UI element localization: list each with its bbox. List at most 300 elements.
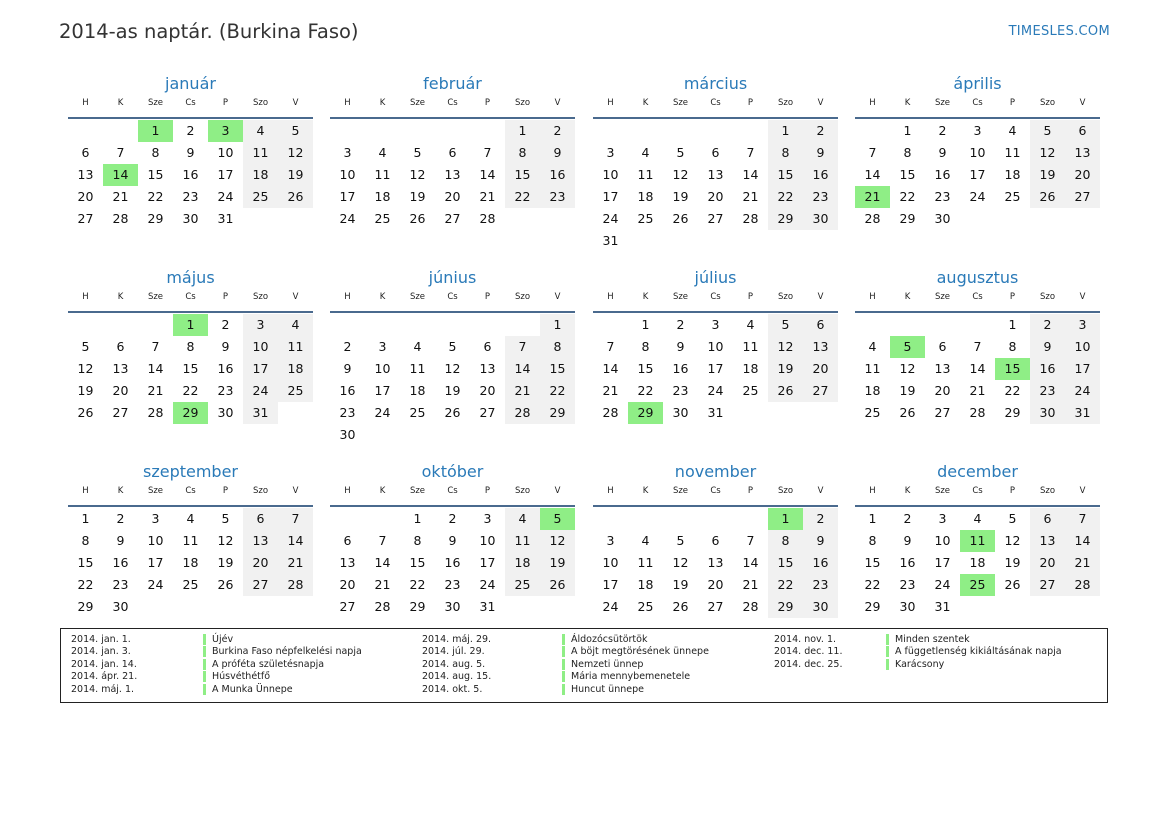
day-cell: 26 bbox=[444, 405, 461, 420]
month-2 bbox=[330, 74, 575, 254]
day-cell: 8 bbox=[81, 533, 90, 548]
weekday-label: Sze bbox=[934, 486, 951, 496]
day-cell: 22 bbox=[182, 383, 199, 398]
weekday-label: P bbox=[747, 486, 754, 496]
brand-link[interactable]: TIMESLES.COM bbox=[1008, 24, 1110, 39]
day-cell: 1 bbox=[1008, 317, 1017, 332]
day-cell: 15 bbox=[637, 361, 654, 376]
day-cell: 13 bbox=[444, 167, 461, 182]
weekday-label: V bbox=[292, 486, 299, 496]
day-cell: 28 bbox=[374, 599, 391, 614]
day-cell: 7 bbox=[116, 145, 125, 160]
legend-date: 2014. okt. 5. bbox=[422, 683, 483, 695]
weekday-label: Cs bbox=[447, 98, 458, 108]
legend-holiday-name: Burkina Faso népfelkelési napja bbox=[203, 646, 362, 657]
day-cell: 16 bbox=[803, 552, 838, 574]
day-cell: 10 bbox=[479, 533, 496, 548]
day-cell: 19 bbox=[540, 552, 575, 574]
day-cell: 29 bbox=[147, 211, 164, 226]
day-cell: 21 bbox=[1065, 552, 1100, 574]
day-cell: 30 bbox=[934, 211, 951, 226]
day-cell: 25 bbox=[1004, 189, 1021, 204]
day-cell: 6 bbox=[1065, 120, 1100, 142]
day-cell: 12 bbox=[278, 142, 313, 164]
day-cell: 6 bbox=[448, 145, 457, 160]
weekday-label: Szo bbox=[1039, 98, 1056, 108]
day-cell: 17 bbox=[707, 361, 724, 376]
legend-holiday-name: Mária mennybemenetele bbox=[562, 671, 690, 682]
day-cell: 16 bbox=[182, 167, 199, 182]
day-cell: 3 bbox=[151, 511, 160, 526]
day-cell: 12 bbox=[217, 533, 234, 548]
day-cell: 11 bbox=[1004, 145, 1021, 160]
day-cell: 20 bbox=[112, 383, 129, 398]
day-cell: 21 bbox=[505, 380, 540, 402]
day-cell: 13 bbox=[803, 336, 838, 358]
holiday-day-cell: 29 bbox=[173, 402, 208, 424]
month-6 bbox=[330, 268, 575, 448]
day-cell: 30 bbox=[217, 405, 234, 420]
weekday-label: Szo bbox=[1039, 486, 1056, 496]
day-cell: 10 bbox=[602, 167, 619, 182]
day-cell: 24 bbox=[339, 211, 356, 226]
weekday-label: Cs bbox=[710, 292, 721, 302]
day-cell: 2 bbox=[186, 123, 195, 138]
weekday-label: P bbox=[484, 98, 491, 108]
weekday-label: H bbox=[869, 292, 876, 302]
weekday-label: P bbox=[222, 98, 229, 108]
weekday-label: K bbox=[642, 486, 649, 496]
day-cell: 15 bbox=[147, 167, 164, 182]
day-cell: 15 bbox=[899, 167, 916, 182]
day-cell: 24 bbox=[707, 383, 724, 398]
day-cell: 20 bbox=[934, 383, 951, 398]
day-cell: 17 bbox=[602, 189, 619, 204]
holiday-day-cell: 21 bbox=[855, 186, 890, 208]
day-cell: 8 bbox=[768, 142, 803, 164]
day-cell: 8 bbox=[540, 336, 575, 358]
month-title: augusztus bbox=[936, 268, 1019, 287]
day-cell: 18 bbox=[182, 555, 199, 570]
header-rule bbox=[855, 117, 1100, 119]
day-cell: 23 bbox=[112, 577, 129, 592]
day-cell: 29 bbox=[540, 402, 575, 424]
day-cell: 21 bbox=[147, 383, 164, 398]
day-cell: 28 bbox=[864, 211, 881, 226]
day-cell: 4 bbox=[1008, 123, 1017, 138]
day-cell: 4 bbox=[413, 339, 422, 354]
day-cell: 27 bbox=[707, 211, 724, 226]
day-cell: 9 bbox=[903, 533, 912, 548]
month-title: szeptember bbox=[142, 462, 238, 481]
weekday-label: P bbox=[222, 486, 229, 496]
header-rule bbox=[330, 311, 575, 313]
weekday-label: Sze bbox=[672, 292, 689, 302]
month-9 bbox=[68, 462, 313, 642]
day-cell: 2 bbox=[116, 511, 125, 526]
legend-date: 2014. dec. 11. bbox=[774, 646, 843, 658]
weekday-label: Cs bbox=[185, 486, 196, 496]
day-cell: 3 bbox=[483, 511, 492, 526]
weekday-label: H bbox=[607, 98, 614, 108]
day-cell: 30 bbox=[339, 427, 356, 442]
day-cell: 19 bbox=[217, 555, 234, 570]
day-cell: 25 bbox=[637, 211, 654, 226]
day-cell: 12 bbox=[540, 530, 575, 552]
day-cell: 23 bbox=[217, 383, 234, 398]
day-cell: 9 bbox=[938, 145, 947, 160]
day-cell: 31 bbox=[243, 402, 278, 424]
day-cell: 24 bbox=[969, 189, 986, 204]
day-cell: 13 bbox=[707, 167, 724, 182]
holiday-legend bbox=[60, 628, 1108, 703]
day-cell: 8 bbox=[151, 145, 160, 160]
day-cell: 4 bbox=[868, 339, 877, 354]
day-cell: 16 bbox=[672, 361, 689, 376]
day-cell: 2 bbox=[803, 120, 838, 142]
day-cell: 2 bbox=[803, 508, 838, 530]
day-cell: 8 bbox=[768, 530, 803, 552]
day-cell: 8 bbox=[1008, 339, 1017, 354]
holiday-day-cell: 1 bbox=[173, 314, 208, 336]
day-cell: 27 bbox=[479, 405, 496, 420]
day-cell: 10 bbox=[969, 145, 986, 160]
month-title: július bbox=[694, 268, 737, 287]
day-cell: 28 bbox=[278, 574, 313, 596]
day-cell: 1 bbox=[903, 123, 912, 138]
day-cell: 12 bbox=[409, 167, 426, 182]
legend-holiday-name: Minden szentek bbox=[886, 634, 970, 645]
day-cell: 30 bbox=[899, 599, 916, 614]
day-cell: 5 bbox=[1030, 120, 1065, 142]
day-cell: 25 bbox=[864, 405, 881, 420]
day-cell: 14 bbox=[505, 358, 540, 380]
month-title: december bbox=[937, 462, 1018, 481]
weekday-header bbox=[68, 292, 313, 306]
day-cell: 23 bbox=[803, 186, 838, 208]
legend-date: 2014. máj. 29. bbox=[422, 634, 492, 645]
day-cell: 18 bbox=[637, 189, 654, 204]
day-cell: 13 bbox=[479, 361, 496, 376]
day-cell: 24 bbox=[374, 405, 391, 420]
day-cell: 4 bbox=[641, 145, 650, 160]
day-cell: 27 bbox=[77, 211, 94, 226]
day-cell: 10 bbox=[339, 167, 356, 182]
day-cell: 6 bbox=[711, 145, 720, 160]
weekday-header bbox=[330, 98, 575, 112]
day-cell: 9 bbox=[186, 145, 195, 160]
legend-holiday-name: Nemzeti ünnep bbox=[562, 659, 643, 670]
day-cell: 9 bbox=[803, 530, 838, 552]
holiday-day-cell: 29 bbox=[628, 402, 663, 424]
day-cell: 2 bbox=[540, 120, 575, 142]
day-cell: 9 bbox=[1030, 336, 1065, 358]
day-cell: 13 bbox=[707, 555, 724, 570]
day-cell: 21 bbox=[278, 552, 313, 574]
day-cell: 1 bbox=[81, 511, 90, 526]
weekday-label: Szo bbox=[252, 292, 269, 302]
day-cell: 6 bbox=[243, 508, 278, 530]
weekday-label: H bbox=[607, 486, 614, 496]
weekday-label: H bbox=[82, 98, 89, 108]
weekday-label: H bbox=[869, 98, 876, 108]
weekday-label: P bbox=[1009, 486, 1016, 496]
day-cell: 28 bbox=[479, 211, 496, 226]
day-cell: 7 bbox=[505, 336, 540, 358]
day-cell: 10 bbox=[243, 336, 278, 358]
day-cell: 14 bbox=[479, 167, 496, 182]
weekday-label: Sze bbox=[672, 486, 689, 496]
weekday-header bbox=[330, 486, 575, 500]
weekday-label: Sze bbox=[409, 98, 426, 108]
day-cell: 19 bbox=[672, 189, 689, 204]
day-cell: 16 bbox=[899, 555, 916, 570]
day-cell: 7 bbox=[868, 145, 877, 160]
day-cell: 20 bbox=[444, 189, 461, 204]
weekday-label: Szo bbox=[514, 292, 531, 302]
month-1 bbox=[68, 74, 313, 254]
day-cell: 6 bbox=[116, 339, 125, 354]
day-cell: 18 bbox=[1004, 167, 1021, 182]
day-cell: 17 bbox=[339, 189, 356, 204]
day-cell: 4 bbox=[641, 533, 650, 548]
month-title: február bbox=[423, 74, 482, 93]
day-cell: 14 bbox=[602, 361, 619, 376]
day-cell: 18 bbox=[374, 189, 391, 204]
day-cell: 11 bbox=[243, 142, 278, 164]
month-title: november bbox=[674, 462, 757, 481]
weekday-header bbox=[593, 292, 838, 306]
day-cell: 17 bbox=[969, 167, 986, 182]
day-cell: 27 bbox=[1065, 186, 1100, 208]
day-cell: 26 bbox=[1030, 186, 1065, 208]
weekday-label: V bbox=[817, 98, 824, 108]
weekday-label: V bbox=[292, 98, 299, 108]
day-cell: 8 bbox=[903, 145, 912, 160]
day-cell: 15 bbox=[182, 361, 199, 376]
day-cell: 21 bbox=[374, 577, 391, 592]
day-cell: 18 bbox=[243, 164, 278, 186]
day-cell: 27 bbox=[803, 380, 838, 402]
legend-holiday-name: A próféta születésnapja bbox=[203, 659, 324, 670]
weekday-label: P bbox=[747, 98, 754, 108]
day-cell: 18 bbox=[864, 383, 881, 398]
day-cell: 9 bbox=[803, 142, 838, 164]
day-cell: 4 bbox=[378, 145, 387, 160]
weekday-label: Szo bbox=[777, 98, 794, 108]
day-cell: 24 bbox=[217, 189, 234, 204]
month-title: március bbox=[683, 74, 748, 93]
weekday-label: P bbox=[484, 292, 491, 302]
day-cell: 4 bbox=[505, 508, 540, 530]
legend-date: 2014. nov. 1. bbox=[774, 634, 837, 645]
weekday-header bbox=[855, 486, 1100, 500]
day-cell: 12 bbox=[1030, 142, 1065, 164]
day-cell: 10 bbox=[934, 533, 951, 548]
day-cell: 22 bbox=[637, 383, 654, 398]
weekday-label: Szo bbox=[777, 486, 794, 496]
header-rule bbox=[330, 117, 575, 119]
weekday-label: V bbox=[554, 292, 561, 302]
weekday-label: Sze bbox=[147, 292, 164, 302]
day-cell: 8 bbox=[186, 339, 195, 354]
day-cell: 5 bbox=[676, 145, 685, 160]
day-cell: 18 bbox=[969, 555, 986, 570]
day-cell: 8 bbox=[641, 339, 650, 354]
day-cell: 26 bbox=[899, 405, 916, 420]
day-cell: 25 bbox=[182, 577, 199, 592]
header-rule bbox=[855, 311, 1100, 313]
day-cell: 15 bbox=[768, 164, 803, 186]
day-cell: 23 bbox=[540, 186, 575, 208]
day-cell: 31 bbox=[217, 211, 234, 226]
day-cell: 31 bbox=[602, 233, 619, 248]
day-cell: 19 bbox=[899, 383, 916, 398]
weekday-label: Szo bbox=[514, 486, 531, 496]
header-rule bbox=[68, 311, 313, 313]
day-cell: 6 bbox=[1030, 508, 1065, 530]
weekday-label: H bbox=[869, 486, 876, 496]
day-cell: 9 bbox=[448, 533, 457, 548]
day-cell: 28 bbox=[742, 211, 759, 226]
month-12 bbox=[855, 462, 1100, 642]
day-cell: 10 bbox=[217, 145, 234, 160]
weekday-label: Cs bbox=[447, 292, 458, 302]
day-cell: 2 bbox=[1030, 314, 1065, 336]
weekday-label: Cs bbox=[710, 486, 721, 496]
day-cell: 5 bbox=[413, 145, 422, 160]
day-cell: 29 bbox=[768, 208, 803, 230]
legend-holiday-name: A böjt megtörésének ünnepe bbox=[562, 646, 709, 657]
weekday-label: Sze bbox=[934, 292, 951, 302]
day-cell: 16 bbox=[803, 164, 838, 186]
day-cell: 29 bbox=[1004, 405, 1021, 420]
day-cell: 16 bbox=[1030, 358, 1065, 380]
weekday-label: V bbox=[1079, 98, 1086, 108]
holiday-day-cell: 5 bbox=[890, 336, 925, 358]
day-cell: 11 bbox=[278, 336, 313, 358]
weekday-header bbox=[855, 292, 1100, 306]
day-cell: 7 bbox=[278, 508, 313, 530]
weekday-label: Cs bbox=[185, 98, 196, 108]
month-10 bbox=[330, 462, 575, 642]
month-title: október bbox=[421, 462, 484, 481]
day-cell: 26 bbox=[1004, 577, 1021, 592]
weekday-label: V bbox=[292, 292, 299, 302]
day-cell: 18 bbox=[637, 577, 654, 592]
day-cell: 2 bbox=[221, 317, 230, 332]
day-cell: 16 bbox=[339, 383, 356, 398]
header-rule bbox=[593, 117, 838, 119]
month-8 bbox=[855, 268, 1100, 448]
day-cell: 21 bbox=[969, 383, 986, 398]
day-cell: 19 bbox=[672, 577, 689, 592]
day-cell: 22 bbox=[1004, 383, 1021, 398]
day-cell: 23 bbox=[1030, 380, 1065, 402]
weekday-label: K bbox=[642, 292, 649, 302]
day-cell: 16 bbox=[540, 164, 575, 186]
legend-holiday-name: Húsvéthétfő bbox=[203, 671, 270, 682]
day-cell: 6 bbox=[711, 533, 720, 548]
day-cell: 13 bbox=[243, 530, 278, 552]
day-cell: 2 bbox=[938, 123, 947, 138]
weekday-label: V bbox=[554, 486, 561, 496]
page-title: 2014-as naptár. (Burkina Faso) bbox=[59, 20, 359, 43]
day-cell: 10 bbox=[374, 361, 391, 376]
day-cell: 3 bbox=[1065, 314, 1100, 336]
day-cell: 11 bbox=[182, 533, 199, 548]
day-cell: 28 bbox=[505, 402, 540, 424]
day-cell: 3 bbox=[973, 123, 982, 138]
day-cell: 24 bbox=[602, 599, 619, 614]
holiday-day-cell: 3 bbox=[208, 120, 243, 142]
weekday-label: K bbox=[117, 98, 124, 108]
day-cell: 5 bbox=[221, 511, 230, 526]
day-cell: 19 bbox=[1004, 555, 1021, 570]
day-cell: 21 bbox=[742, 189, 759, 204]
day-cell: 3 bbox=[606, 145, 615, 160]
day-cell: 6 bbox=[343, 533, 352, 548]
legend-holiday-name: Áldozócsütörtök bbox=[562, 634, 647, 645]
day-cell: 20 bbox=[707, 577, 724, 592]
day-cell: 20 bbox=[1065, 164, 1100, 186]
day-cell: 31 bbox=[1065, 402, 1100, 424]
day-cell: 23 bbox=[182, 189, 199, 204]
day-cell: 12 bbox=[1004, 533, 1021, 548]
month-7 bbox=[593, 268, 838, 448]
day-cell: 7 bbox=[151, 339, 160, 354]
day-cell: 11 bbox=[637, 167, 654, 182]
day-cell: 5 bbox=[278, 120, 313, 142]
day-cell: 9 bbox=[221, 339, 230, 354]
day-cell: 9 bbox=[676, 339, 685, 354]
legend-date: 2014. aug. 15. bbox=[422, 671, 492, 683]
weekday-label: H bbox=[344, 292, 351, 302]
day-cell: 30 bbox=[1030, 402, 1065, 424]
day-cell: 22 bbox=[409, 577, 426, 592]
month-title: január bbox=[165, 74, 216, 93]
day-cell: 27 bbox=[339, 599, 356, 614]
day-cell: 17 bbox=[479, 555, 496, 570]
day-cell: 10 bbox=[707, 339, 724, 354]
day-cell: 26 bbox=[672, 211, 689, 226]
holiday-day-cell: 15 bbox=[995, 358, 1030, 380]
day-cell: 2 bbox=[448, 511, 457, 526]
weekday-label: Sze bbox=[409, 292, 426, 302]
day-cell: 5 bbox=[676, 533, 685, 548]
day-cell: 11 bbox=[374, 167, 391, 182]
day-cell: 17 bbox=[1065, 358, 1100, 380]
legend-date: 2014. ápr. 21. bbox=[71, 671, 138, 683]
day-cell: 13 bbox=[112, 361, 129, 376]
day-cell: 12 bbox=[77, 361, 94, 376]
month-4 bbox=[855, 74, 1100, 254]
day-cell: 16 bbox=[112, 555, 129, 570]
day-cell: 22 bbox=[864, 577, 881, 592]
day-cell: 23 bbox=[339, 405, 356, 420]
day-cell: 22 bbox=[899, 189, 916, 204]
weekday-label: Sze bbox=[147, 98, 164, 108]
day-cell: 13 bbox=[1030, 530, 1065, 552]
day-cell: 7 bbox=[483, 145, 492, 160]
weekday-label: V bbox=[554, 98, 561, 108]
day-cell: 28 bbox=[742, 599, 759, 614]
weekday-label: Sze bbox=[934, 98, 951, 108]
day-cell: 12 bbox=[768, 336, 803, 358]
day-cell: 21 bbox=[112, 189, 129, 204]
day-cell: 6 bbox=[483, 339, 492, 354]
day-cell: 3 bbox=[606, 533, 615, 548]
